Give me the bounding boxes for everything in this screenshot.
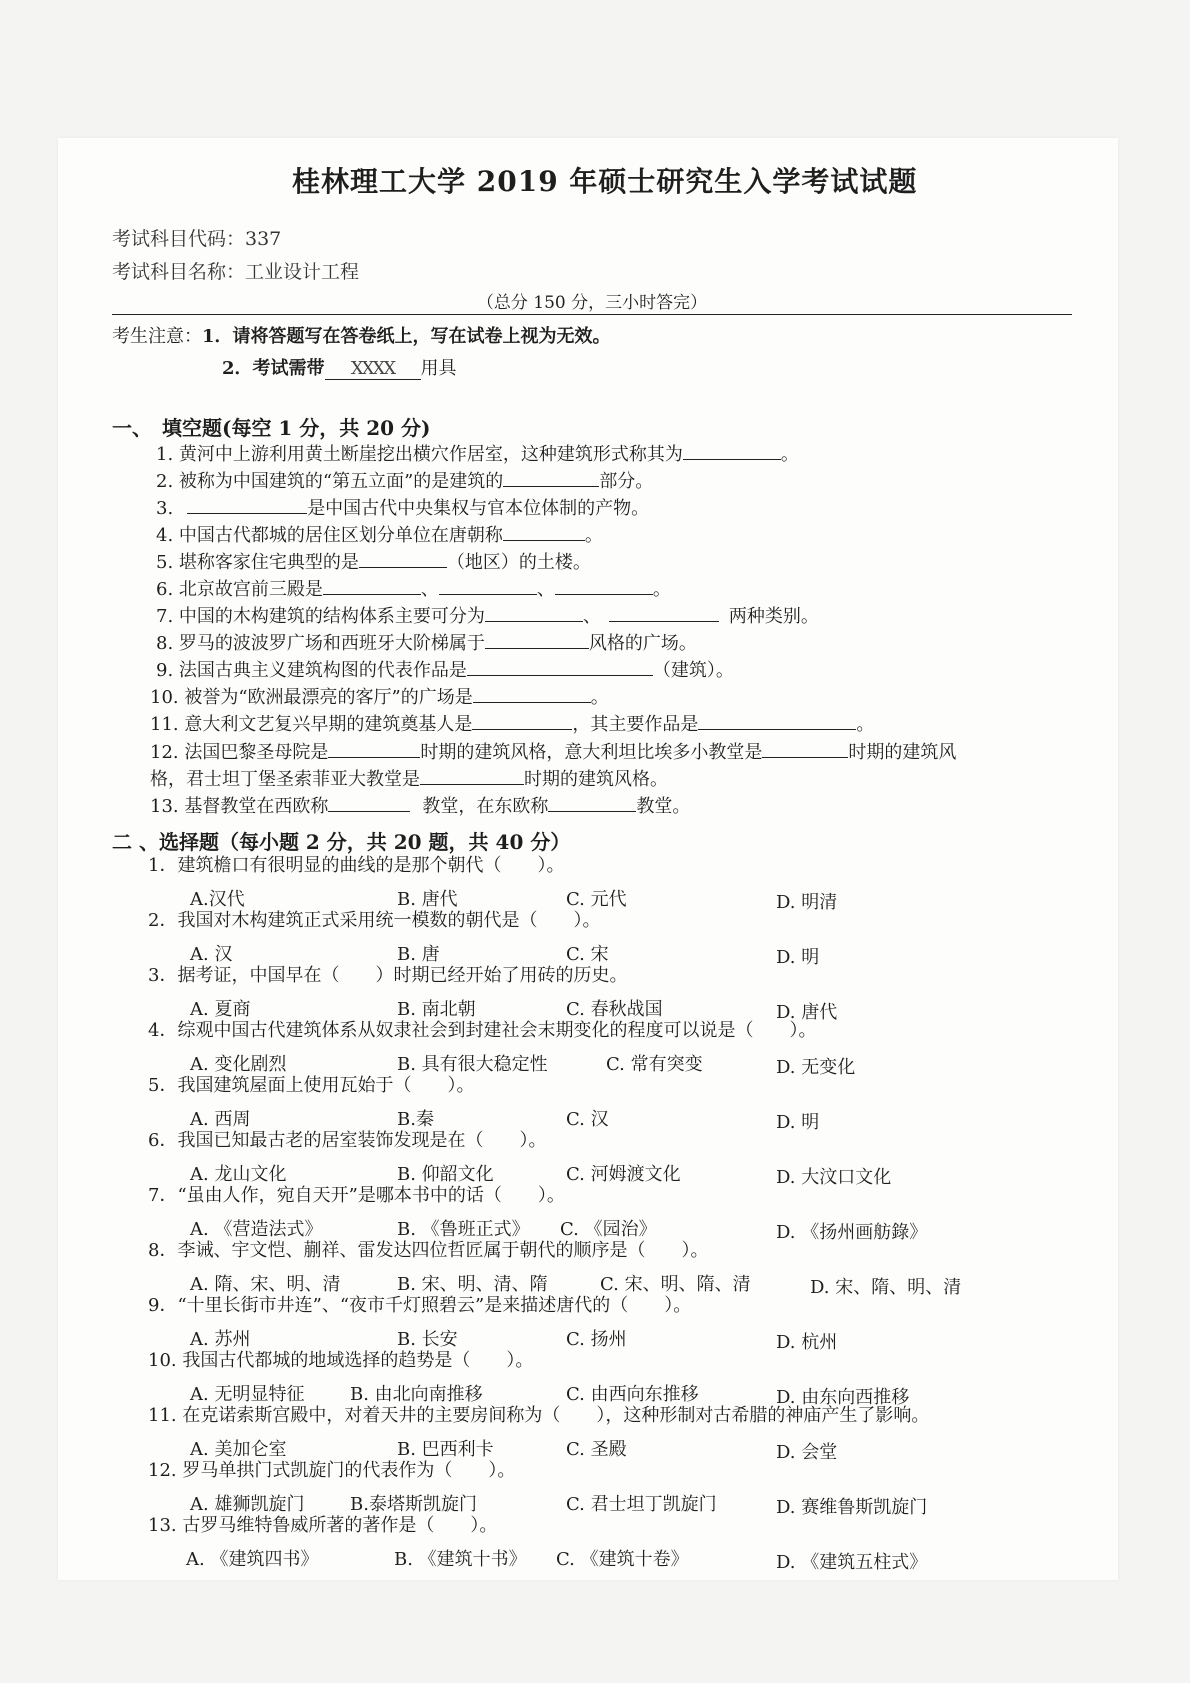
choice-question-1-stem: 1．建筑檐口有很明显的曲线的是那个朝代（ ）。 xyxy=(148,855,565,876)
option-c: C. 圣殿 xyxy=(566,1439,627,1460)
option-d: D. 赛维鲁斯凯旋门 xyxy=(776,1497,928,1518)
option-b: B. 南北朝 xyxy=(397,999,476,1020)
option-c: C. 汉 xyxy=(566,1109,609,1130)
option-c: C. 宋、明、隋、清 xyxy=(600,1274,751,1295)
option-b: B. 《建筑十书》 xyxy=(394,1549,527,1570)
answer-blank xyxy=(328,797,410,812)
fill-question-7 xyxy=(156,607,819,626)
question-text: 。 xyxy=(652,579,671,600)
question-text: 两种类别。 xyxy=(728,606,819,627)
fill-question-6 xyxy=(156,580,671,599)
option-b: B. 长安 xyxy=(397,1329,458,1350)
option-d: D. 《扬州画舫錄》 xyxy=(776,1222,928,1243)
option-c: C. 《园治》 xyxy=(560,1219,657,1240)
option-c: C. 由西向东推移 xyxy=(566,1384,699,1405)
option-d: D. 大汶口文化 xyxy=(776,1167,892,1188)
option-a: A. 《建筑四书》 xyxy=(186,1549,319,1570)
option-a: A. 夏商 xyxy=(190,999,251,1020)
choice-question-2-stem: 2．我国对木构建筑正式采用统一模数的朝代是（ ）。 xyxy=(148,910,601,931)
choice-question-7-stem: 7．“虽由人作，宛自天开”是哪本书中的话（ ）。 xyxy=(148,1185,565,1206)
option-b: B.泰塔斯凯旋门 xyxy=(350,1494,477,1515)
answer-blank xyxy=(698,715,856,730)
fill-question-11 xyxy=(150,715,874,734)
fill-question-13 xyxy=(150,797,690,816)
option-d: D. 会堂 xyxy=(776,1442,838,1463)
choice-question-5-stem: 5．我国建筑屋面上使用瓦始于（ ）。 xyxy=(148,1075,475,1096)
answer-blank xyxy=(609,607,719,622)
question-text: 4. 中国古代都城的居住区划分单位在唐朝称 xyxy=(156,525,503,546)
option-a: A. 变化剧烈 xyxy=(190,1054,287,1075)
notice-line-2 xyxy=(222,354,457,380)
section-choice-heading: 二 、选择题（每小题 2 分，共 20 题，共 40 分） xyxy=(112,830,571,854)
option-b: B. 具有很大稳定性 xyxy=(397,1054,548,1075)
question-text: 1. 黄河中上游利用黄土断崖挖出横穴作居室，这种建筑形式称其为 xyxy=(156,444,683,465)
answer-blank xyxy=(328,743,420,758)
option-b: B. 由北向南推移 xyxy=(350,1384,483,1405)
option-c: C. 春秋战国 xyxy=(566,999,663,1020)
option-b: B. 唐代 xyxy=(397,889,458,910)
option-c: C. 常有突变 xyxy=(606,1054,703,1075)
answer-blank xyxy=(472,715,572,730)
answer-blank xyxy=(555,580,653,595)
question-text: 11. 意大利文艺复兴早期的建筑奠基人是 xyxy=(150,714,473,735)
choice-question-10-stem: 10. 我国古代都城的地域选择的趋势是（ ）。 xyxy=(148,1350,534,1371)
fill-question-2 xyxy=(156,472,653,491)
question-text: 。 xyxy=(590,687,609,708)
option-b: B. 唐 xyxy=(397,944,440,965)
section-fill-in-heading: 一、 填空题(每空 1 分，共 20 分) xyxy=(112,416,431,440)
option-d: D. 唐代 xyxy=(776,1002,838,1023)
fill-question-9 xyxy=(156,661,734,680)
question-text: 8. 罗马的波波罗广场和西班牙大阶梯属于 xyxy=(156,633,485,654)
option-d: D. 明 xyxy=(776,947,820,968)
choice-question-3-stem: 3．据考证，中国早在（ ）时期已经开始了用砖的历史。 xyxy=(148,965,628,986)
score-note: （总分 150 分，三小时答完） xyxy=(112,288,1072,315)
fill-question-4 xyxy=(156,526,603,545)
notice-text-2-suffix: 用具 xyxy=(420,358,457,379)
question-text: 是中国古代中央集权与官本位体制的产物。 xyxy=(307,498,650,519)
question-text: 时期的建筑风格。 xyxy=(524,769,668,790)
question-text: 3. xyxy=(156,498,174,519)
answer-blank xyxy=(548,797,636,812)
fill-question-1 xyxy=(156,445,799,464)
answer-blank xyxy=(467,661,653,676)
question-text: 教堂，在东欧称 xyxy=(422,796,549,817)
question-text: 。 xyxy=(584,525,603,546)
option-a: A. 西周 xyxy=(190,1109,251,1130)
fill-question-8 xyxy=(156,634,697,653)
option-c: C. 《建筑十卷》 xyxy=(556,1549,689,1570)
question-text: 13. 基督教堂在西欧称 xyxy=(150,796,329,817)
answer-blank xyxy=(485,634,589,649)
question-text: 格，君士坦丁堡圣索菲亚大教堂是 xyxy=(150,769,420,790)
question-text: 。 xyxy=(856,714,875,735)
answer-blank xyxy=(503,472,599,487)
option-b: B. 宋、明、清、隋 xyxy=(397,1274,548,1295)
question-text: 10. 被誉为“欧洲最漂亮的客厅”的广场是 xyxy=(150,687,473,708)
choice-question-6-stem: 6．我国已知最古老的居室装饰发现是在（ ）。 xyxy=(148,1130,547,1151)
fill-question-12 xyxy=(150,743,956,762)
question-text: 9. 法国古典主义建筑构图的代表作品是 xyxy=(156,660,467,681)
answer-blank xyxy=(420,770,524,785)
option-a: A.汉代 xyxy=(190,889,245,910)
option-a: A. 雄狮凯旋门 xyxy=(190,1494,305,1515)
option-a: A. 无明显特征 xyxy=(190,1384,305,1405)
option-d: D. 由东向西推移 xyxy=(776,1387,910,1408)
answer-blank xyxy=(473,688,591,703)
choice-question-9-stem: 9．“十里长街市井连”、“夜市千灯照碧云”是来描述唐代的（ ）。 xyxy=(148,1295,692,1316)
option-a: A. 美加仑室 xyxy=(190,1439,287,1460)
question-text: ，其主要作品是 xyxy=(572,714,699,735)
subject-code: 考试科目代码：337 xyxy=(112,228,282,250)
exam-title: 桂林理工大学 2019 年硕士研究生入学考试试题 xyxy=(292,165,918,198)
notice-text-2-prefix: 2．考试需带 xyxy=(222,358,325,379)
fill-question-10 xyxy=(150,688,609,707)
option-d: D. 明 xyxy=(776,1112,820,1133)
tools-fill: XXXX xyxy=(325,358,421,380)
answer-blank xyxy=(439,580,537,595)
question-text: 7. 中国的木构建筑的结构体系主要可分为 xyxy=(156,606,485,627)
answer-blank xyxy=(187,499,307,514)
option-c: C. 河姆渡文化 xyxy=(566,1164,681,1185)
question-text: 6. 北京故宫前三殿是 xyxy=(156,579,323,600)
question-text: 、 xyxy=(582,606,601,627)
question-text: 时期的建筑风 xyxy=(848,742,957,763)
question-text: 风格的广场。 xyxy=(588,633,697,654)
option-c: C. 元代 xyxy=(566,889,627,910)
question-text: 12. 法国巴黎圣母院是 xyxy=(150,742,329,763)
notice-label: 考生注意： xyxy=(112,326,202,347)
option-c: C. 宋 xyxy=(566,944,609,965)
option-d: D. 《建筑五柱式》 xyxy=(776,1552,928,1573)
option-a: A. 《营造法式》 xyxy=(190,1219,323,1240)
option-b: B. 仰韶文化 xyxy=(397,1164,494,1185)
answer-blank xyxy=(323,580,421,595)
option-a: A. 隋、宋、明、清 xyxy=(190,1274,341,1295)
fill-question-5 xyxy=(156,553,591,572)
answer-blank xyxy=(683,445,781,460)
choice-question-8-stem: 8．李诫、宇文恺、蒯祥、雷发达四位哲匠属于朝代的顺序是（ ）。 xyxy=(148,1240,709,1261)
question-text: 部分。 xyxy=(599,471,654,492)
option-b: B.秦 xyxy=(397,1109,434,1130)
question-text: 2. 被称为中国建筑的“第五立面”的是建筑的 xyxy=(156,471,504,492)
notice-text-1: 1．请将答题写在答卷纸上，写在试卷上视为无效。 xyxy=(202,326,611,347)
question-text: 、 xyxy=(536,579,555,600)
option-a: A. 汉 xyxy=(190,944,233,965)
option-b: B. 《鲁班正式》 xyxy=(397,1219,530,1240)
answer-blank xyxy=(485,607,583,622)
subject-name: 考试科目名称：工业设计工程 xyxy=(112,261,360,283)
choice-question-12-stem: 12. 罗马单拱门式凯旋门的代表作为（ ）。 xyxy=(148,1460,516,1481)
option-c: C. 扬州 xyxy=(566,1329,627,1350)
option-a: A. 苏州 xyxy=(190,1329,251,1350)
question-text: 时期的建筑风格，意大利坦比埃多小教堂是 xyxy=(420,742,763,763)
question-text: （建筑）。 xyxy=(652,660,734,681)
option-d: D. 明清 xyxy=(776,892,838,913)
option-c: C. 君士坦丁凯旋门 xyxy=(566,1494,717,1515)
question-text: （地区）的土楼。 xyxy=(446,552,591,573)
question-text: 5. 堪称客家住宅典型的是 xyxy=(156,552,359,573)
option-d: D. 无变化 xyxy=(776,1057,856,1078)
choice-question-11-stem: 11. 在克诺索斯宫殿中，对着天井的主要房间称为（ ），这种形制对古希腊的神庙产生了影响。 xyxy=(148,1405,930,1426)
question-text: 。 xyxy=(780,444,799,465)
option-d: D. 杭州 xyxy=(776,1332,838,1353)
question-text: 、 xyxy=(420,579,439,600)
notice-line-1 xyxy=(112,322,611,348)
fill-question-3 xyxy=(156,499,649,518)
question-text: 教堂。 xyxy=(636,796,691,817)
choice-question-13-stem: 13. 古罗马维特鲁威所著的著作是（ ）。 xyxy=(148,1515,498,1536)
answer-blank xyxy=(359,553,447,568)
option-a: A. 龙山文化 xyxy=(190,1164,287,1185)
option-b: B. 巴西利卡 xyxy=(397,1439,494,1460)
option-d: D. 宋、隋、明、清 xyxy=(810,1277,962,1298)
answer-blank xyxy=(762,743,848,758)
choice-question-4-stem: 4．综观中国古代建筑体系从奴隶社会到封建社会末期变化的程度可以说是（ ）。 xyxy=(148,1020,817,1041)
answer-blank xyxy=(503,526,585,541)
fill-question-12-cont xyxy=(150,770,668,789)
